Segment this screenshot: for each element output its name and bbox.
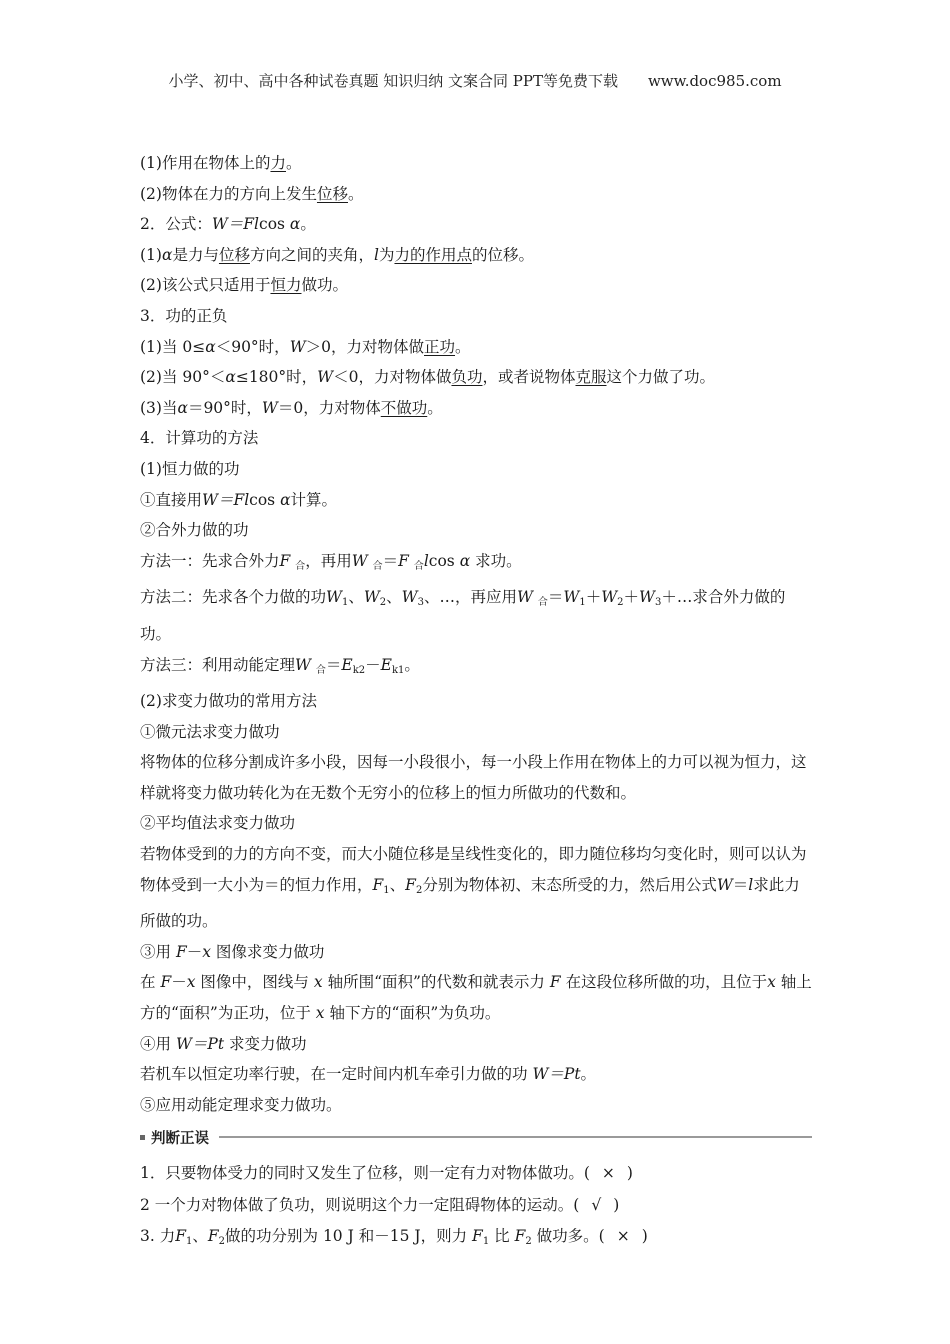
micro-element-paragraph: 将物体的位移分割成许多小段，因每一小段很小，每一小段上作用在物体上的力可以视为恒力，这样就将变力做功转化为在无数个无穷小的位移上的恒力所做功的代数和。 — [140, 753, 807, 802]
condition-2: (2)物体在力的方向上发生位移。 — [140, 184, 364, 203]
header-site: www.doc985.com — [647, 72, 782, 90]
method-two-cont: 功。 — [140, 624, 172, 643]
cross-mark-icon: × — [601, 1164, 615, 1183]
section-rule — [219, 1136, 812, 1138]
constant-force-heading: (1)恒力做的功 — [140, 459, 240, 478]
power-method-text: 若机车以恒定功率行驶，在一定时间内机车牵引力做的功 W＝Pt。 — [140, 1065, 597, 1084]
direct-method: ①直接用W＝Flcos α计算。 — [140, 490, 338, 509]
formula-note-2: (2)该公式只适用于恒力做功。 — [140, 276, 348, 295]
method-two: 方法二：先求各个力做的功$W_1$、$W_2$、$W_3$、…，再应用W $_合=W_1+W_2+W_3+\dots$求合外力做的 — [140, 588, 786, 609]
method-one: 方法一：先求合外力F $_合$，再用W $_合$＝F $_合$lcos α 求功。 — [140, 551, 522, 572]
sign-case-1: (1)当 0≤α＜90°时，W＞0，力对物体做正功。 — [140, 337, 471, 356]
section-header-judge — [140, 1122, 812, 1152]
formula-note-1: (1)α是力与位移方向之间的夹角，l为力的作用点的位移。 — [140, 245, 534, 264]
main-content — [140, 148, 812, 1258]
sign-case-3: (3)当α＝90°时，W＝0，力对物体不做功。 — [140, 398, 443, 417]
kinetic-theorem-method: ⑤应用动能定理求变力做功。 — [140, 1095, 342, 1114]
judge-list — [140, 1158, 812, 1258]
cross-mark-icon: × — [616, 1227, 630, 1246]
graph-method-heading: ③用 F－x 图像求变力做功 — [140, 942, 325, 961]
micro-element-heading: ①微元法求变力做功 — [140, 722, 280, 741]
graph-method-paragraph: 在 F－x 图像中，图线与 x 轴所围“面积”的代数和就表示力 F 在这段位移所做的功，且位于x 轴上方的“面积”为正功，位于 x 轴下方的“面积”为负功。 — [140, 973, 812, 1023]
net-force-heading: ②合外力做的功 — [140, 521, 249, 540]
method-three: 方法三：利用动能定理W $_合=E_{k2}-E_{k1}$。 — [140, 655, 420, 676]
average-value-heading: ②平均值法求变力做功 — [140, 814, 296, 833]
methods-heading: 4．计算功的方法 — [140, 429, 259, 448]
section-bullet-icon — [140, 1135, 145, 1140]
variable-force-heading: (2)求变力做功的常用方法 — [140, 692, 317, 711]
formula-heading: 2．公式：W＝Flcos α。 — [140, 215, 316, 234]
judge-item-3: 3. 力$F_1$、$F_2$做的功分别为 10 J 和－15 J，则力 $F_1$ 比 $F_2$ 做功多。( × ) — [140, 1221, 812, 1258]
condition-1: (1)作用在物体上的力。 — [140, 154, 302, 172]
sign-heading: 3．功的正负 — [140, 306, 228, 325]
average-value-paragraph: 若物体受到的力的方向不变，而大小随位移是呈线性变化的，即力随位移均匀变化时，则可以认为物体受到一大小为＝的恒力作用，$F_1$、$F_2$分别为物体初、末态所受的力，然后用公式W＝l求此力所做的功。 — [140, 845, 807, 931]
sign-case-2: (2)当 90°＜α≤180°时，W＜0，力对物体做负功，或者说物体克服这个力做了功。 — [140, 368, 716, 387]
check-mark-icon: √ — [591, 1195, 602, 1214]
judge-item-1: 1．只要物体受力的同时又发生了位移，则一定有力对物体做功。( × ) — [140, 1158, 812, 1190]
header-text: 小学、初中、高中各种试卷真题 知识归纳 文案合同 PPT等免费下载 — [168, 72, 618, 90]
page-header — [0, 70, 950, 91]
section-title: 判断正误 — [151, 1130, 209, 1147]
judge-item-2: 2 一个力对物体做了负功，则说明这个力一定阻碍物体的运动。( √ ) — [140, 1190, 812, 1222]
power-method-heading: ④用 W＝Pt 求变力做功 — [140, 1034, 307, 1053]
